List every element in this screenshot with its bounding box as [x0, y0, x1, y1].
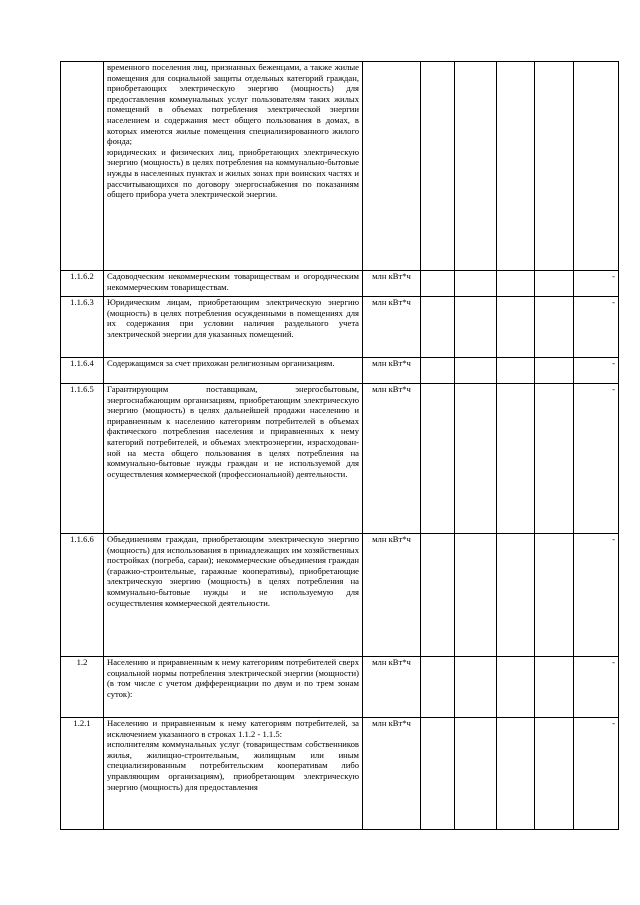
value-cell	[455, 62, 497, 271]
value-cell	[455, 657, 497, 718]
value-cell	[535, 534, 574, 657]
description-paragraph: Юридическим лицам, приобретающим электрическую энергию (мощность) в целях потребления осужденными в помещениях для их содержания при условии наличия раздельного учета электрической энергии для указанных помещений.	[107, 297, 359, 339]
row-description	[104, 657, 363, 718]
row-unit: млн кВт*ч	[363, 657, 421, 718]
value-cell	[421, 534, 455, 657]
value-cell	[455, 271, 497, 297]
row-number: 1.1.6.5	[61, 384, 104, 534]
value-cell	[455, 534, 497, 657]
row-description	[104, 62, 363, 271]
row-dash: -	[574, 384, 619, 534]
row-dash: -	[574, 297, 619, 358]
row-unit: млн кВт*ч	[363, 718, 421, 830]
description-paragraph: Населению и приравненным к нему категориям потребителей сверх социальной нормы потребления электрической энергии (мощности) (в том числе с учетом дифференциации по двум и по трем зонам суток):	[107, 657, 359, 699]
row-description	[104, 271, 363, 297]
row-number	[61, 62, 104, 271]
table-row	[61, 534, 619, 657]
row-description	[104, 534, 363, 657]
table-row	[61, 62, 619, 271]
row-description	[104, 384, 363, 534]
value-cell	[497, 384, 535, 534]
value-cell	[535, 657, 574, 718]
value-cell	[535, 62, 574, 271]
description-paragraph: Населению и приравненным к нему категориям потребителей, за исключением указанного в строках 1.1.2 - 1.1.5:	[107, 718, 359, 739]
row-number: 1.1.6.2	[61, 271, 104, 297]
value-cell	[421, 358, 455, 384]
value-cell	[421, 718, 455, 830]
value-cell	[421, 657, 455, 718]
row-number: 1.1.6.4	[61, 358, 104, 384]
row-unit: млн кВт*ч	[363, 534, 421, 657]
value-cell	[497, 271, 535, 297]
description-paragraph: Гарантирующим поставщикам, энергосбытовым, энергоснабжающим организациям, приобретающим электрическую энергию (мощность) в целях дальнейшей продажи населению и приравненным к населению категориям потребителей в объемах фактического потребления населения и приравненных к нему категорий потребителей, и объемах электроэнергии, израсходован-ной на места общего пользования в целях потребления на коммунально-бытовые нужды граждан и не используемой для осуществления коммерческой (профессиональной) деятельности.	[107, 384, 359, 479]
description-paragraph: Содержащимся за счет прихожан религиозным организациям.	[107, 358, 335, 368]
row-dash: -	[574, 718, 619, 830]
value-cell	[497, 718, 535, 830]
value-cell	[455, 718, 497, 830]
row-dash	[574, 62, 619, 271]
row-unit: млн кВт*ч	[363, 358, 421, 384]
value-cell	[421, 62, 455, 271]
row-number: 1.1.6.6	[61, 534, 104, 657]
row-dash: -	[574, 358, 619, 384]
value-cell	[497, 657, 535, 718]
table-row	[61, 271, 619, 297]
description-paragraph: Садоводческим некоммерческим товариществам и огороднческим некоммерческим товариществам.	[107, 271, 359, 292]
value-cell	[497, 358, 535, 384]
table-row	[61, 358, 619, 384]
description-paragraph: юридических и физических лиц, приобретающих электрическую энергию (мощность) в целях потребления на коммунально-бытовые нужды в населенных пунктах и жилых зонах при воинских частях и рассчитывающихся по договору энергоснабжения по показаниям общего прибора учета электрической энергии.	[107, 146, 359, 200]
row-dash: -	[574, 271, 619, 297]
row-description	[104, 718, 363, 830]
value-cell	[421, 271, 455, 297]
row-dash: -	[574, 534, 619, 657]
row-number: 1.2	[61, 657, 104, 718]
row-unit	[363, 62, 421, 271]
row-dash: -	[574, 657, 619, 718]
value-cell	[455, 297, 497, 358]
value-cell	[497, 534, 535, 657]
description-paragraph: Объединениям граждан, приобретающим электрическую энергию (мощность) для использования в принадлежащих им хозяйственных постройках (погреба, сараи); некоммерческие объединения граждан (гаражно-строительные, гаражные кооперативы), приобретающие электрическую энергию (мощность) в целях потребления на коммунально-бытовые нужды и не используемую для осуществления коммерческой деятельности.	[107, 534, 359, 608]
row-number: 1.1.6.3	[61, 297, 104, 358]
tariff-table	[60, 61, 619, 830]
value-cell	[421, 297, 455, 358]
row-number: 1.2.1	[61, 718, 104, 830]
value-cell	[535, 718, 574, 830]
value-cell	[535, 297, 574, 358]
value-cell	[535, 384, 574, 534]
table-row	[61, 384, 619, 534]
table-row	[61, 297, 619, 358]
row-unit: млн кВт*ч	[363, 297, 421, 358]
row-unit: млн кВт*ч	[363, 384, 421, 534]
value-cell	[455, 384, 497, 534]
value-cell	[497, 297, 535, 358]
description-paragraph: исполнителям коммунальных услуг (товариществам собственников жилья, жилищно-строительным, жилищным или иным специализированным потребительским кооперативам либо управляющим организациям), приобретающим электрическую энергию (мощность) для предоставления	[107, 739, 359, 792]
row-description	[104, 358, 363, 384]
value-cell	[535, 271, 574, 297]
value-cell	[497, 62, 535, 271]
value-cell	[535, 358, 574, 384]
table-row	[61, 657, 619, 718]
table-row	[61, 718, 619, 830]
value-cell	[421, 384, 455, 534]
row-unit: млн кВт*ч	[363, 271, 421, 297]
row-description	[104, 297, 363, 358]
description-paragraph: временного поселения лиц, признанных беженцами, а также жилые помещения для социальной защиты отдельных категорий граждан, приобретающих электрическую энергию (мощность) для предоставления коммунальных услуг пользователям таких жилых помещений в объемах потребления электрической энергии населением и содержания мест общего пользования в домах, в которых имеются жилые помещения специализированного жилого фонда;	[107, 62, 359, 147]
value-cell	[455, 358, 497, 384]
